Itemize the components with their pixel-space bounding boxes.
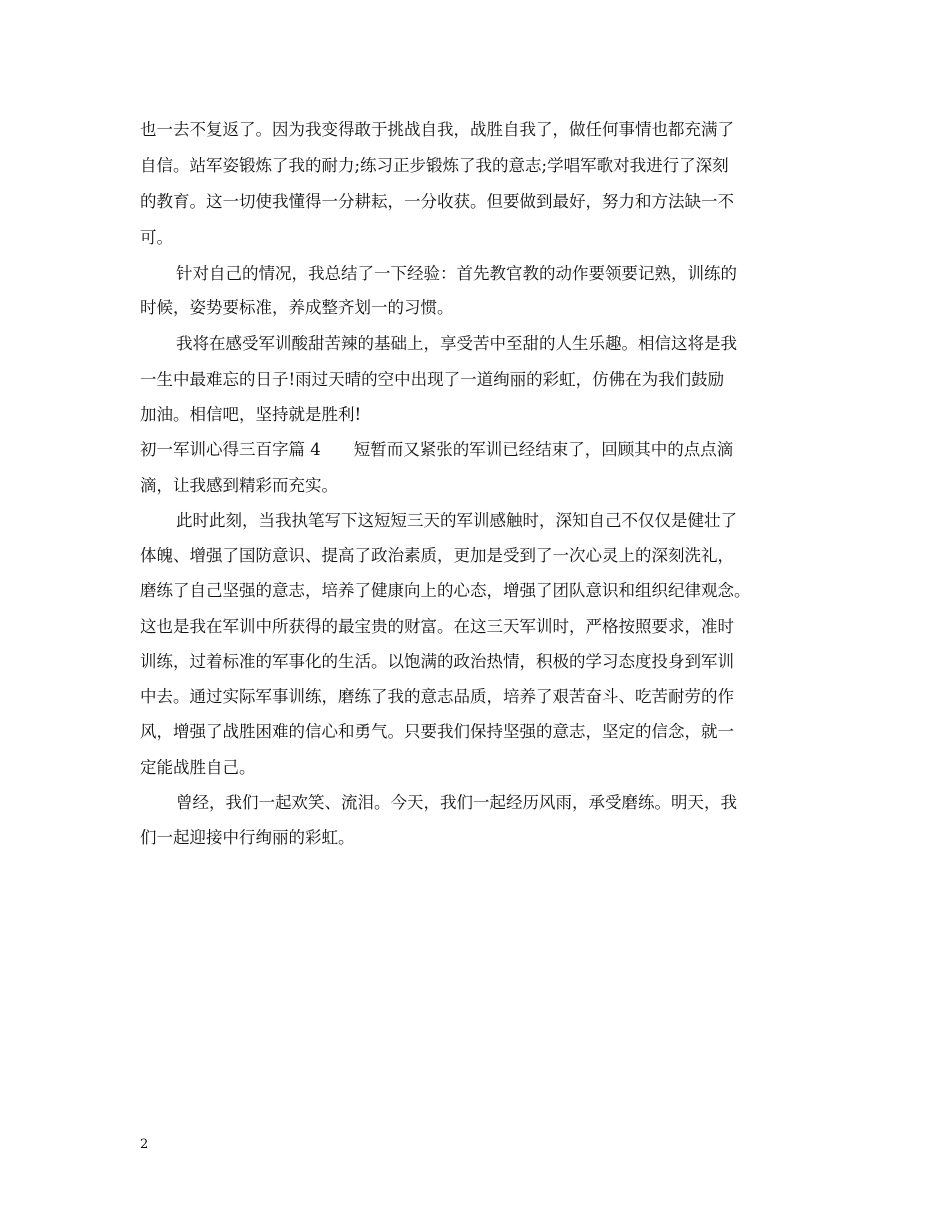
text-line: 时候，姿势要标准，养成整齐划一的习惯。 bbox=[140, 298, 454, 317]
text-line: 的教育。这一切使我懂得一分耕耘，一分收获。但要做到最好，努力和方法缺一不 bbox=[140, 192, 734, 211]
text-line: 曾经，我们一起欢笑、流泪。今天，我们一起经历风雨，承受磨练。明天，我 bbox=[176, 793, 737, 812]
text-line: 也一去不复返了。因为我变得敢于挑战自我，战胜自我了，做任何事情也都充满了 bbox=[140, 120, 734, 139]
text-line: 针对自己的情况，我总结了一下经验：首先教官教的动作要领要记熟，训练的 bbox=[176, 264, 737, 283]
text-line: 中去。通过实际军事训练，磨练了我的意志品质，培养了艰苦奋斗、吃苦耐劳的作 bbox=[140, 687, 734, 706]
text-line: 们一起迎接中行绚丽的彩虹。 bbox=[140, 828, 355, 847]
text-line: 磨练了自己坚强的意志，培养了健康向上的心态，增强了团队意识和组织纪律观念。 bbox=[140, 581, 751, 600]
text-line: 风，增强了战胜困难的信心和勇气。只要我们保持坚强的意志，坚定的信念，就一 bbox=[140, 722, 734, 741]
text-line: 训练，过着标准的军事化的生活。以饱满的政治热情，积极的学习态度投身到军训 bbox=[140, 652, 734, 671]
text-line: 体魄、增强了国防意识、提高了政治素质，更加是受到了一次心灵上的深刻洗礼， bbox=[140, 546, 734, 565]
page-number: 2 bbox=[140, 1137, 149, 1152]
text-line: 可。 bbox=[140, 228, 173, 247]
text-line: 滴，让我感到精彩而充实。 bbox=[140, 476, 338, 495]
text-line: 一生中最难忘的日子!雨过天晴的空中出现了一道绚丽的彩虹，仿佛在为我们鼓励 bbox=[140, 370, 725, 389]
text-line: 此时此刻，当我执笔写下这短短三天的军训感触时，深知自己不仅仅是健壮了 bbox=[176, 511, 737, 530]
text-line: 加油。相信吧，坚持就是胜利! bbox=[140, 405, 362, 424]
text-line: 定能战胜自己。 bbox=[140, 758, 256, 777]
text-line: 我将在感受军训酸甜苦辣的基础上，享受苦中至甜的人生乐趣。相信这将是我 bbox=[176, 334, 737, 353]
section-heading-line: 初一军训心得三百字篇 4 短暂而又紧张的军训已经结束了，回顾其中的点点滴 bbox=[140, 440, 734, 459]
text-line: 自信。站军姿锻炼了我的耐力;练习正步锻炼了我的意志;学唱军歌对我进行了深刻 bbox=[140, 156, 729, 175]
text-line: 这也是我在军训中所获得的最宝贵的财富。在这三天军训时，严格按照要求，准时 bbox=[140, 617, 734, 636]
